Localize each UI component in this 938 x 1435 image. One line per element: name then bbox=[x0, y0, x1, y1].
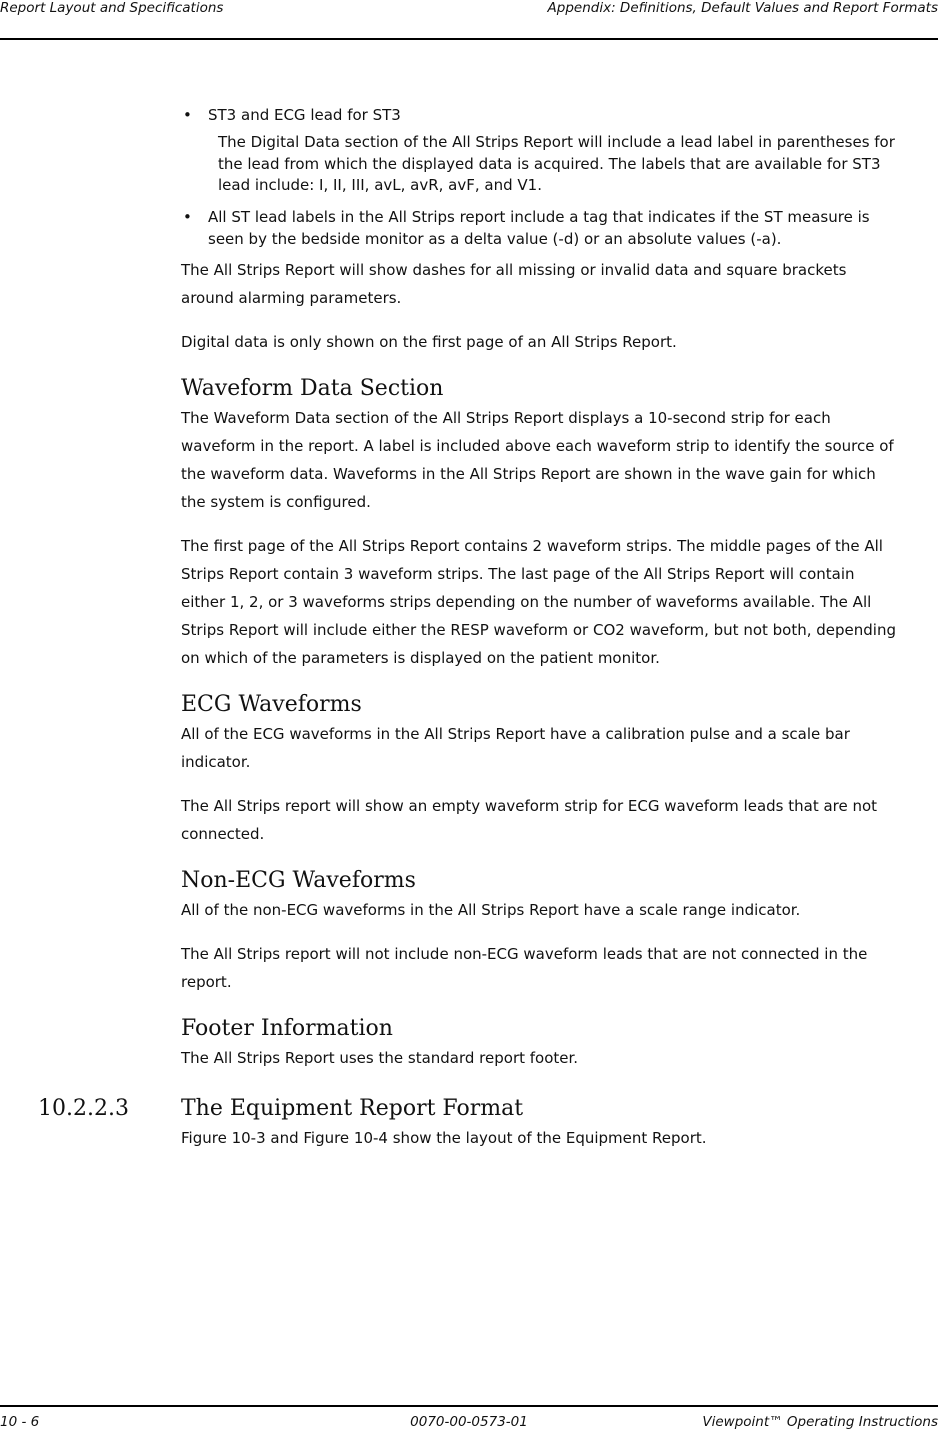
section-number: 10.2.2.3 bbox=[38, 1095, 129, 1121]
paragraph-waveform-1: The Waveform Data section of the All Strips Report displays a 10-second strip for each waveform in the report. A label is included above each waveform strip to identify the source of the waveform data. Waveforms in the All Strips Report are shown in the wave gain for which the system is configured. bbox=[181, 408, 894, 511]
paragraph-ecg-1: All of the ECG waveforms in the All Strips Report have a calibration pulse and a scale bar indicator. bbox=[181, 724, 850, 771]
paragraph-waveform-2: The first page of the All Strips Report contains 2 waveform strips. The middle pages of the All Strips Report contain 3 waveform strips. The last page of the All Strips Report will contain either 1, 2, or 3 waveforms strips depending on the number of waveforms available. The All Strips Report will include either the RESP waveform or CO2 waveform, but not both, depending on which of the parameters is displayed on the patient monitor. bbox=[181, 536, 896, 667]
header-left-text: Report Layout and Specifications bbox=[0, 0, 224, 16]
paragraph-non-ecg-1: All of the non-ECG waveforms in the All Strips Report have a scale range indicator. bbox=[181, 900, 801, 919]
heading-waveform-data-section: Waveform Data Section bbox=[181, 375, 444, 401]
footer-rule bbox=[0, 1405, 938, 1407]
page-header bbox=[0, 0, 938, 20]
footer-manual-title: Viewpoint™ Operating Instructions bbox=[702, 1414, 938, 1430]
paragraph-digital-data: Digital data is only shown on the first page of an All Strips Report. bbox=[181, 332, 677, 351]
bullet-st3: • ST3 and ECG lead for ST3 bbox=[181, 104, 899, 126]
heading-non-ecg-waveforms: Non-ECG Waveforms bbox=[181, 867, 416, 893]
header-rule bbox=[0, 38, 938, 40]
footer-document-number: 0070-00-0573-01 bbox=[410, 1414, 528, 1430]
bullet-st-lead-labels: • All ST lead labels in the All Strips report include a tag that indicates if the ST measure is seen by the bedside monitor as a delta value (-d) or an absolute values (-a). bbox=[181, 206, 899, 250]
paragraph-equipment: Figure 10-3 and Figure 10-4 show the layout of the Equipment Report. bbox=[181, 1128, 707, 1147]
bullet-st3-detail: The Digital Data section of the All Strips Report will include a lead label in parentheses for the lead from which the displayed data is acquired. The labels that are available for ST3 lead include: I, II, III, avL, avR, avF, and V1. bbox=[218, 133, 895, 194]
footer-page-number: 10 - 6 bbox=[0, 1414, 40, 1430]
paragraph-ecg-2: The All Strips report will show an empty waveform strip for ECG waveform leads that are not connected. bbox=[181, 796, 878, 843]
numbered-section-equipment bbox=[38, 1094, 899, 1124]
heading-footer-information: Footer Information bbox=[181, 1015, 393, 1041]
paragraph-dashes: The All Strips Report will show dashes for all missing or invalid data and square brackets around alarming parameters. bbox=[181, 260, 847, 307]
paragraph-footer-info: The All Strips Report uses the standard report footer. bbox=[181, 1048, 579, 1067]
paragraph-non-ecg-2: The All Strips report will not include non-ECG waveform leads that are not connected in the report. bbox=[181, 944, 868, 991]
heading-equipment-report-format: The Equipment Report Format bbox=[181, 1095, 524, 1121]
header-right-text: Appendix: Definitions, Default Values and Report Formats bbox=[547, 0, 938, 16]
heading-ecg-waveforms: ECG Waveforms bbox=[181, 691, 362, 717]
page-content bbox=[38, 104, 899, 1168]
